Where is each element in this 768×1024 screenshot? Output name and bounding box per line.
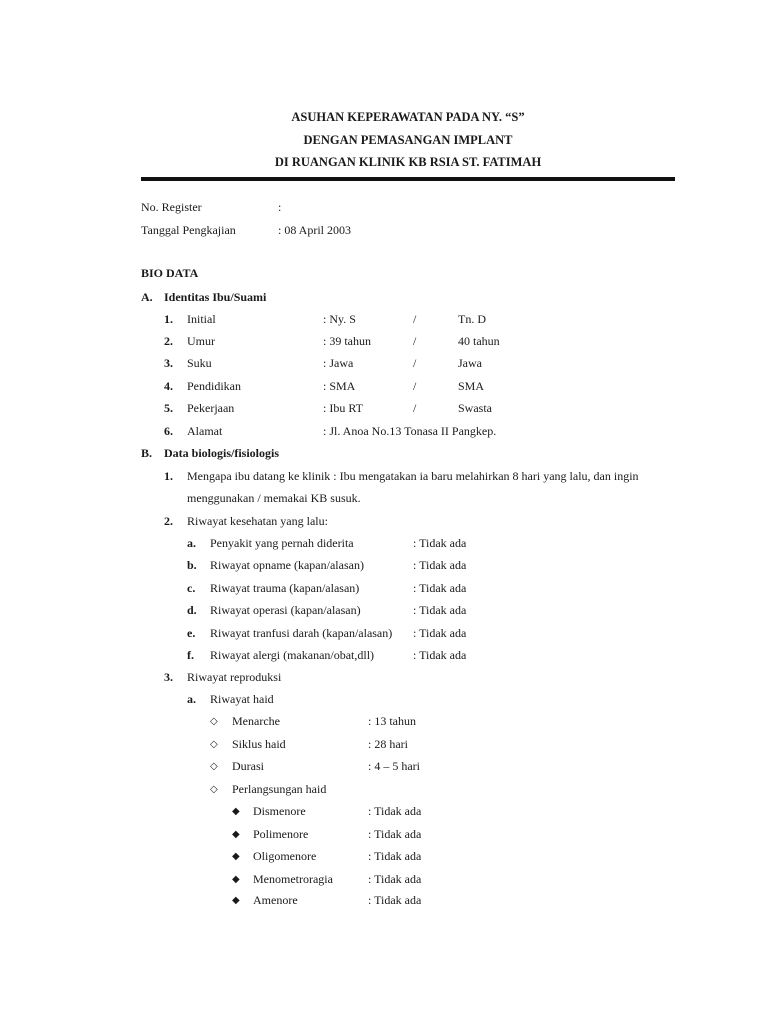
item-1-line-2: menggunakan / memakai KB susuk.	[187, 491, 361, 505]
identity-suami: Jawa	[458, 356, 482, 370]
date-label: Tanggal Pengkajian	[141, 223, 236, 237]
history-value: : Tidak ada	[413, 581, 467, 595]
register-label: No. Register	[141, 200, 202, 214]
diamond-filled-bullet-icon: ◆	[232, 829, 240, 840]
history-label: Penyakit yang pernah diderita	[210, 536, 354, 550]
history-value: : Tidak ada	[413, 558, 467, 572]
identity-num: 6.	[164, 424, 173, 438]
history-value: : Tidak ada	[413, 536, 467, 550]
identity-label: Initial	[187, 312, 216, 326]
identity-num: 1.	[164, 312, 173, 326]
item-3-title: Riwayat reproduksi	[187, 670, 282, 684]
history-letter: b.	[187, 558, 197, 572]
register-value: :	[278, 200, 282, 214]
identity-num: 4.	[164, 379, 173, 393]
identity-ibu: : Ibu RT	[323, 401, 363, 415]
title-line-3: DI RUANGAN KLINIK KB RSIA ST. FATIMAH	[274, 155, 542, 169]
identity-ibu: : SMA	[323, 379, 356, 393]
identity-sep: /	[413, 401, 417, 415]
item-1-num: 1.	[164, 469, 173, 483]
history-label: Riwayat tranfusi darah (kapan/alasan)	[210, 626, 393, 640]
perlangsungan-label: Polimenore	[253, 827, 309, 841]
diamond-filled-bullet-icon: ◆	[232, 895, 240, 906]
date-value: : 08 April 2003	[278, 223, 352, 237]
haid-label: Perlangsungan haid	[232, 782, 327, 796]
diamond-filled-bullet-icon: ◆	[232, 806, 240, 817]
identity-suami: SMA	[458, 379, 485, 393]
perlangsungan-label: Menometroragia	[253, 872, 333, 886]
diamond-filled-bullet-icon: ◆	[232, 874, 240, 885]
perlangsungan-label: Oligomenore	[253, 849, 317, 863]
haid-label: Menarche	[232, 714, 280, 728]
diamond-bullet-icon: ◇	[210, 716, 218, 727]
identity-label: Alamat	[187, 424, 223, 438]
item-1-line-1: Mengapa ibu datang ke klinik : Ibu mengatakan ia baru melahirkan 8 hari yang lalu, dan ingin	[187, 469, 639, 483]
identity-sep: /	[413, 379, 417, 393]
section-b-letter: B.	[141, 446, 153, 460]
diamond-bullet-icon: ◇	[210, 761, 218, 772]
title-line-1: ASUHAN KEPERAWATAN PADA NY. “S”	[291, 110, 525, 124]
perlangsungan-value: : Tidak ada	[368, 872, 422, 886]
diamond-bullet-icon: ◇	[210, 784, 218, 795]
diamond-bullet-icon: ◇	[210, 739, 218, 750]
haid-value: : 28 hari	[368, 737, 408, 751]
identity-num: 5.	[164, 401, 173, 415]
identity-ibu: : Jawa	[323, 356, 354, 370]
identity-label: Suku	[187, 356, 212, 370]
sub-a-letter: a.	[187, 692, 196, 706]
haid-value: : 13 tahun	[368, 714, 416, 728]
history-letter: e.	[187, 626, 196, 640]
section-a-title: Identitas Ibu/Suami	[164, 290, 267, 304]
history-value: : Tidak ada	[413, 648, 467, 662]
title-line-2: DENGAN PEMASANGAN IMPLANT	[303, 133, 513, 147]
history-label: Riwayat trauma (kapan/alasan)	[210, 581, 360, 595]
identity-suami: Swasta	[458, 401, 492, 415]
section-a-letter: A.	[141, 290, 153, 304]
history-letter: d.	[187, 603, 197, 617]
perlangsungan-value: : Tidak ada	[368, 849, 422, 863]
identity-ibu: : 39 tahun	[323, 334, 371, 348]
identity-sep: /	[413, 356, 417, 370]
section-b-title: Data biologis/fisiologis	[164, 446, 280, 460]
identity-sep: /	[413, 334, 417, 348]
identity-suami: 40 tahun	[458, 334, 500, 348]
history-letter: c.	[187, 581, 196, 595]
identity-label: Umur	[187, 334, 215, 348]
history-label: Riwayat operasi (kapan/alasan)	[210, 603, 361, 617]
identity-sep: /	[413, 312, 417, 326]
perlangsungan-label: Dismenore	[253, 804, 306, 818]
haid-value: : 4 – 5 hari	[368, 759, 420, 773]
identity-num: 3.	[164, 356, 173, 370]
history-value: : Tidak ada	[413, 626, 467, 640]
item-2-num: 2.	[164, 514, 173, 528]
history-letter: f.	[187, 648, 194, 662]
identity-label: Pendidikan	[187, 379, 241, 393]
history-label: Riwayat alergi (makanan/obat,dll)	[210, 648, 375, 662]
title-divider	[141, 177, 675, 181]
perlangsungan-label: Amenore	[253, 893, 298, 907]
haid-label: Durasi	[232, 759, 264, 773]
history-label: Riwayat opname (kapan/alasan)	[210, 558, 364, 572]
identity-ibu: : Jl. Anoa No.13 Tonasa II Pangkep.	[323, 424, 497, 438]
identity-label: Pekerjaan	[187, 401, 235, 415]
history-value: : Tidak ada	[413, 603, 467, 617]
biodata-heading: BIO DATA	[141, 266, 199, 280]
haid-label: Siklus haid	[232, 737, 286, 751]
item-3-num: 3.	[164, 670, 173, 684]
identity-num: 2.	[164, 334, 173, 348]
history-letter: a.	[187, 536, 196, 550]
perlangsungan-value: : Tidak ada	[368, 804, 422, 818]
sub-a-title: Riwayat haid	[210, 692, 274, 706]
diamond-filled-bullet-icon: ◆	[232, 851, 240, 862]
perlangsungan-value: : Tidak ada	[368, 893, 422, 907]
item-2-title: Riwayat kesehatan yang lalu:	[187, 514, 328, 528]
identity-suami: Tn. D	[458, 312, 486, 326]
perlangsungan-value: : Tidak ada	[368, 827, 422, 841]
identity-ibu: : Ny. S	[323, 312, 356, 326]
